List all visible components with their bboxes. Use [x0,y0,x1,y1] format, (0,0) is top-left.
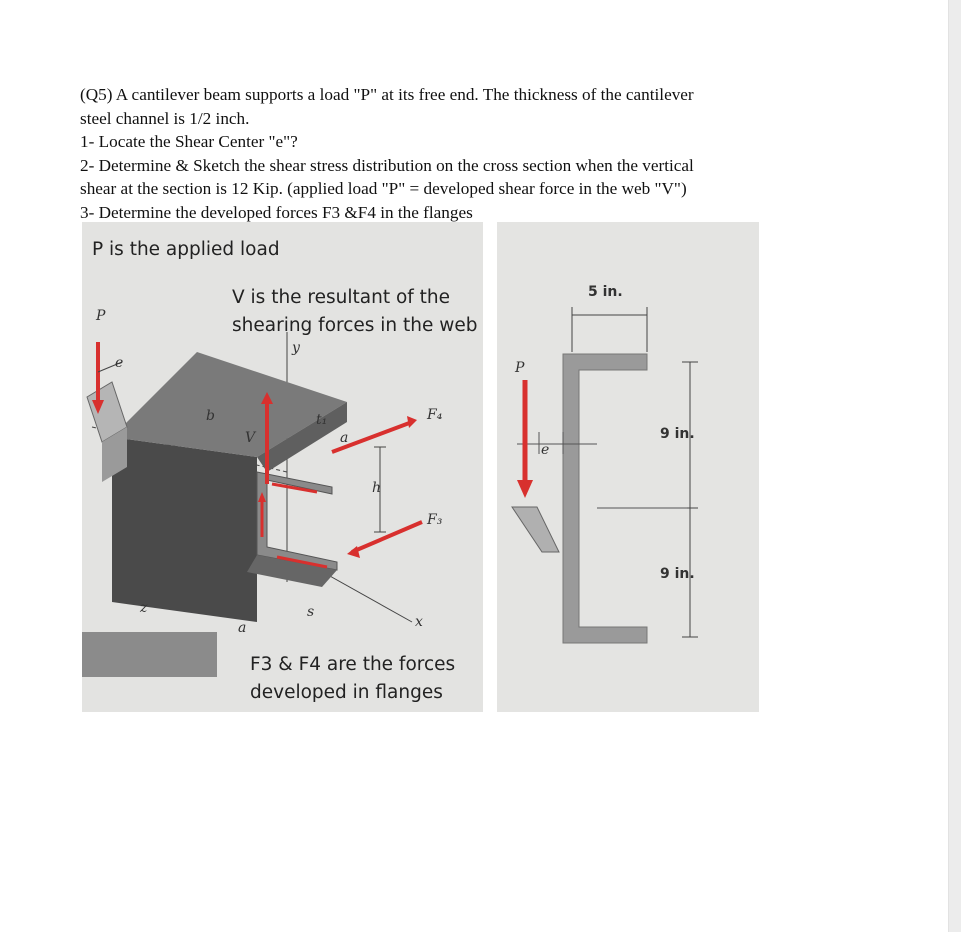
caption-applied-load: P is the applied load [92,239,280,260]
letter-b: b [206,408,215,424]
letter-y: y [292,340,300,356]
question-line: 1- Locate the Shear Center "e"? [80,132,298,151]
letter-x: x [415,614,423,630]
web-front-face [112,437,257,622]
letter-e: e [115,355,124,371]
channel-section [257,472,337,570]
letter-p: P [515,360,525,376]
letter-a-bottom: a [238,620,247,636]
letter-t1: t₁ [316,412,328,428]
caption-f-line1: F3 & F4 are the forces [250,654,456,675]
question-text [80,83,820,224]
scrollbar-track[interactable] [948,0,961,932]
letter-f3: F₃ [427,512,443,528]
load-bracket [512,507,559,552]
question-line: shear at the section is 12 Kip. (applied load "P" = developed shear force in the web "V") [80,179,687,198]
letter-a-top: a [340,430,349,446]
caption-v-line1: V is the resultant of the [232,287,451,308]
dim-upper-label: 9 in. [660,426,695,442]
gray-band [82,632,217,677]
letter-e: e [541,442,550,458]
caption-v-line2: shearing forces in the web [232,315,478,336]
caption-f-line2: developed in flanges [250,682,443,703]
letter-h: h [372,480,382,496]
dim-lower-label: 9 in. [660,566,695,582]
question-line: 3- Determine the developed forces F3 &F4 in the flanges [80,202,473,222]
channel-3d-figure [82,222,483,712]
p-arrowhead [517,480,533,498]
channel-section-figure [497,222,759,712]
letter-p: P [96,308,106,324]
letter-v: V [245,430,256,446]
question-line: (Q5) A cantilever beam supports a load "P" at its free end. The thickness of the cantilever [80,85,694,104]
channel-section-drawing [497,222,759,712]
dim-top-label: 5 in. [588,284,623,300]
channel-outline [563,354,647,643]
f4-arrowhead [407,416,417,428]
question-line: 2- Determine & Sketch the shear stress distribution on the cross section when the vertical [80,155,694,175]
letter-f4: F₄ [427,407,443,423]
question-line: steel channel is 1/2 inch. [80,108,250,128]
letter-s: s [307,604,315,620]
letter-z: z [140,600,148,616]
f3-arrow [352,522,422,552]
